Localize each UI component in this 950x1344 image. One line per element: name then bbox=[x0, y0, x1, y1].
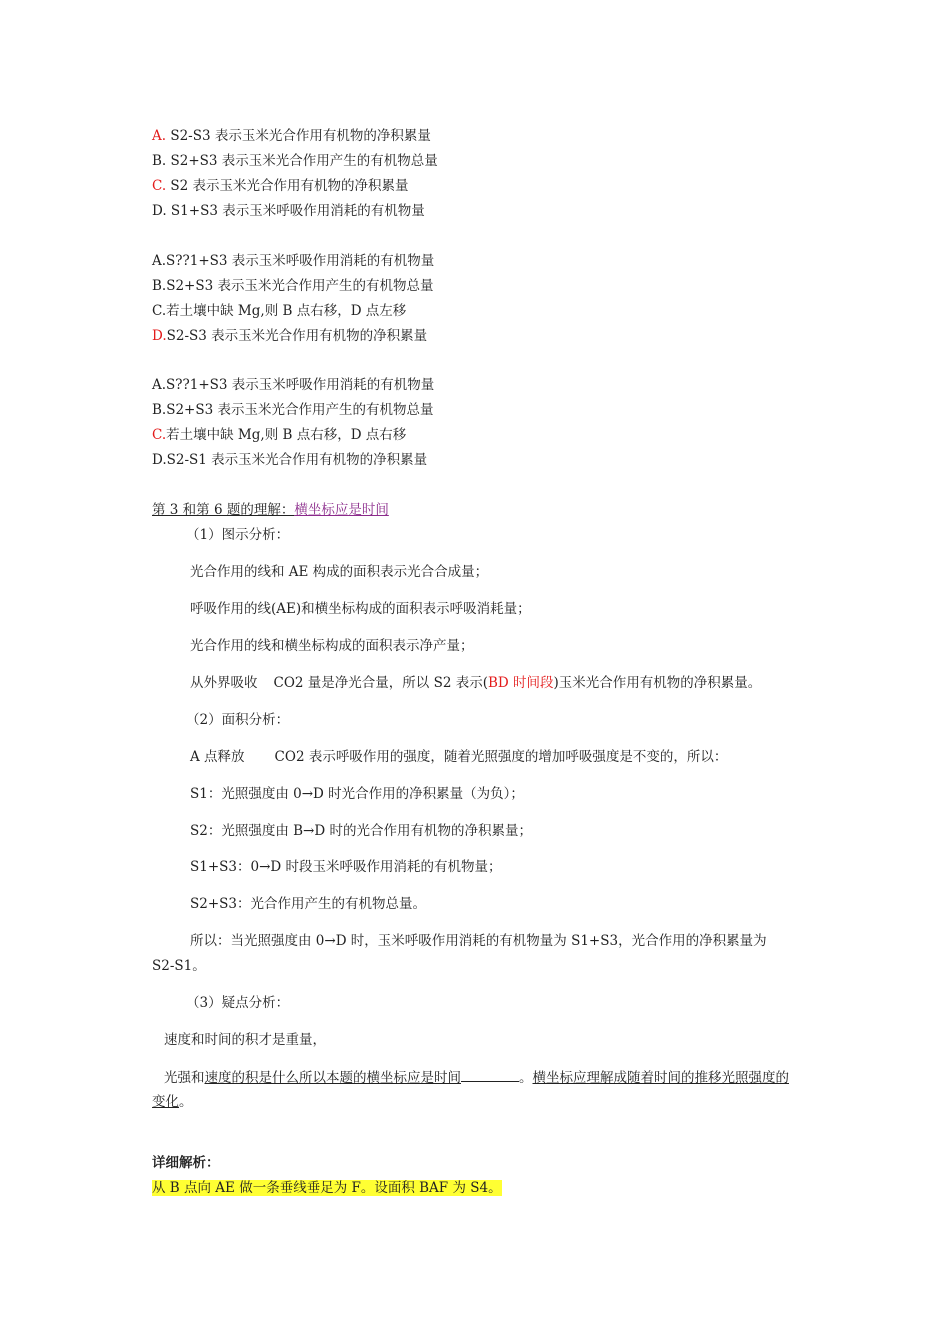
doubt-line bbox=[164, 1069, 789, 1086]
option-text: S2+S3 表示玉米光合作用产生的有机物总量 bbox=[166, 153, 438, 169]
release-part: CO2 表示呼吸作用的强度，随着光照强度的增加呼吸强度是不变的，所以： bbox=[274, 749, 728, 765]
doubt-part: 变化 bbox=[152, 1094, 179, 1110]
release-part: A 点释放 bbox=[190, 749, 245, 765]
analysis-line: 光合作用的线和 AE 构成的面积表示光合合成量； bbox=[190, 564, 489, 580]
option-text: S2-S3 表示玉米光合作用有机物的净积累量 bbox=[166, 328, 428, 344]
doubt-part: 速度的积是什么 bbox=[204, 1070, 299, 1086]
detail-heading: 详细解析： bbox=[152, 1155, 220, 1171]
option-text: S??1+S3 表示玉米呼吸作用消耗的有机物量 bbox=[166, 253, 435, 269]
option-line bbox=[152, 178, 409, 194]
absorb-line bbox=[190, 675, 761, 691]
summary-line-end: S2-S1。 bbox=[152, 958, 206, 974]
option-letter: C. bbox=[152, 427, 167, 443]
option-letter: A. bbox=[152, 128, 167, 144]
release-line bbox=[190, 749, 727, 765]
highlighted-text: 从 B 点向 AE 做一条垂线垂足为 F。设面积 BAF 为 S4。 bbox=[152, 1180, 502, 1196]
section-3-title: （3）疑点分析： bbox=[186, 995, 290, 1011]
area-line: S1+S3：0→D 时段玉米呼吸作用消耗的有机物量； bbox=[190, 859, 502, 875]
analysis-line: 光合作用的线和横坐标构成的面积表示净产量； bbox=[190, 638, 474, 654]
option-text: S2+S3 表示玉米光合作用产生的有机物总量 bbox=[166, 402, 434, 418]
option-line bbox=[152, 402, 434, 418]
option-text: S2-S3 表示玉米光合作用有机物的净积累量 bbox=[166, 128, 431, 144]
option-line bbox=[152, 377, 434, 393]
option-text: S1+S3 表示玉米呼吸作用消耗的有机物量 bbox=[166, 203, 425, 219]
option-line bbox=[152, 427, 406, 443]
doubt-part: 。 bbox=[179, 1094, 193, 1110]
area-line: S2+S3：光合作用产生的有机物总量。 bbox=[190, 896, 426, 912]
understanding-heading bbox=[152, 502, 389, 518]
option-line bbox=[152, 278, 434, 294]
option-letter: B. bbox=[152, 402, 167, 418]
option-letter: D. bbox=[152, 328, 167, 344]
doubt-part: 所以本题的横坐标应是时间 bbox=[299, 1070, 461, 1086]
absorb-part: )玉米光合作用有机物的净积累量。 bbox=[553, 675, 762, 691]
option-text: 若土壤中缺 Mg,则 B 点右移，D 点右移 bbox=[166, 427, 407, 443]
section-1-title: （1）图示分析： bbox=[186, 527, 290, 543]
time-axis-link[interactable]: 横坐标应是时间 bbox=[294, 502, 389, 518]
option-letter: B. bbox=[152, 153, 167, 169]
option-line bbox=[152, 128, 431, 144]
bd-time-period: BD 时间段 bbox=[487, 675, 554, 691]
option-line bbox=[152, 328, 427, 344]
understanding-prefix: 第 3 和第 6 题的理解： bbox=[152, 502, 295, 518]
option-line bbox=[152, 253, 434, 269]
doubt-line: 速度和时间的积才是重量， bbox=[164, 1032, 326, 1048]
detail-highlight-line bbox=[152, 1180, 502, 1196]
option-text: S2+S3 表示玉米光合作用产生的有机物总量 bbox=[166, 278, 434, 294]
option-line bbox=[152, 203, 425, 219]
summary-line: 所以：当光照强度由 0→D 时，玉米呼吸作用消耗的有机物量为 S1+S3，光合作用的净积累量为 bbox=[190, 933, 767, 949]
absorb-part: 从外界吸收 bbox=[190, 675, 258, 691]
doubt-part: 光强和 bbox=[164, 1070, 205, 1086]
analysis-line: 呼吸作用的线(AE)和横坐标构成的面积表示呼吸消耗量； bbox=[190, 601, 531, 617]
fill-blank bbox=[461, 1069, 519, 1082]
option-letter: A. bbox=[152, 253, 167, 269]
option-text: S??1+S3 表示玉米呼吸作用消耗的有机物量 bbox=[166, 377, 435, 393]
area-line: S2：光照强度由 B→D 时的光合作用有机物的净积累量； bbox=[190, 823, 532, 839]
option-text: S2-S1 表示玉米光合作用有机物的净积累量 bbox=[166, 452, 428, 468]
option-letter: D. bbox=[152, 203, 167, 219]
doubt-part: 横坐标应理解成随着时间的推移光照强度的 bbox=[532, 1070, 789, 1086]
absorb-part: CO2 量是净光合量，所以 S2 表示( bbox=[273, 675, 488, 691]
option-line bbox=[152, 153, 438, 169]
option-letter: D. bbox=[152, 452, 167, 468]
area-line: S1：光照强度由 0→D 时光合作用的净积累量（为负）； bbox=[190, 786, 524, 802]
option-text: 若土壤中缺 Mg,则 B 点右移，D 点左移 bbox=[166, 303, 407, 319]
option-text: S2 表示玉米光合作用有机物的净积累量 bbox=[166, 178, 409, 194]
option-letter: A. bbox=[152, 377, 167, 393]
option-letter: C. bbox=[152, 178, 167, 194]
option-line bbox=[152, 303, 406, 319]
option-line bbox=[152, 452, 427, 468]
option-letter: B. bbox=[152, 278, 167, 294]
doubt-part: 。 bbox=[519, 1070, 533, 1086]
section-2-title: （2）面积分析： bbox=[186, 712, 290, 728]
option-letter: C. bbox=[152, 303, 167, 319]
doubt-line-end bbox=[152, 1094, 193, 1110]
